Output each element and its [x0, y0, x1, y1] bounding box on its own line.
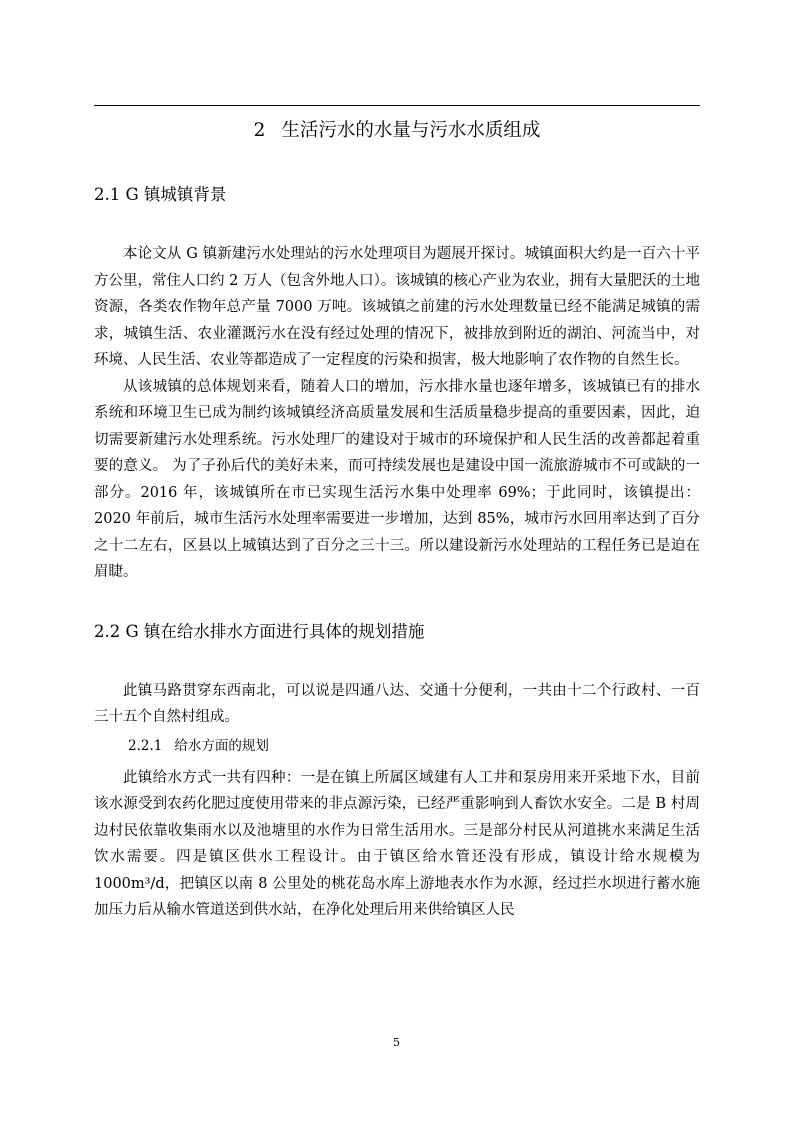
body-paragraph: 此镇马路贯穿东西南北，可以说是四通八达、交通十分便利，一共由十二个行政村、一百三十五个自然村组成。	[94, 682, 700, 725]
section-heading-2-2: 2.2 G 镇在给水排水方面进行具体的规划措施	[94, 621, 425, 641]
chapter-number: 2	[253, 120, 266, 141]
body-paragraph: 本论文从 G 镇新建污水处理站的污水处理项目为题展开探讨。城镇面积大约是一百六十平方公里，常住人口约 2 万人（包含外地人口）。该城镇的核心产业为农业，拥有大量肥沃的土地资源，各类农作物年总产量 7000 万吨。该城镇之前建的污水处理数量已经不能满足城镇的需求，城镇生活、农业灌溉污水在没有经过处理的情况下，被排放到附近的湖泊、河流当中，对环境、人民生活、农业等都造成了一定程度的污染和损害，极大地影响了农作物的自然生长。	[94, 246, 700, 368]
subsection-title: 给水方面的规划	[174, 737, 269, 754]
page-body	[94, 113, 700, 924]
body-paragraph: 此镇给水方式一共有四种：一是在镇上所属区域建有人工井和泵房用来开采地下水，目前该水源受到农药化肥过度使用带来的非点源污染，已经严重影响到人畜饮水安全。二是 B 村周边村民依靠收集雨水以及池塘里的水作为日常生活用水。三是部分村民从河道挑水来满足生活饮水需要。四是镇区供水工程设计。由于镇区给水管还没有形成，镇设计给水规模为 1000m³/d，把镇区以南 8 公里处的桃花岛水库上游地表水作为水源，经过拦水坝进行蓄水施加压力后从输水管道送到供水站，在净化处理后用来供给镇区人民	[94, 769, 700, 918]
chapter-title	[94, 113, 700, 149]
body-paragraph: 从该城镇的总体规划来看，随着人口的增加，污水排水量也逐年增多，该城镇已有的排水系统和环境卫生已成为制约该城镇经济高质量发展和生活质量稳步提高的重要因素，因此，迫切需要新建污水处理系统。污水处理厂的建设对于城市的环境保护和人民生活的改善都起着重要的意义。 为了子孙后代的美好未来，而可持续发展也是建设中国一流旅游城市不可或缺的一部分。2016 年，该城镇所在市已实现生活污水集中处理率 69%；于此同时，该镇提出：2020 年前后，城市生活污水处理率需要进一步增加，达到 85%，城市污水回用率达到了百分之十二左右，区县以上城镇达到了百分之三十三。所以建设新污水处理站的工程任务已是迫在眉睫。	[94, 378, 700, 580]
chapter-title-text: 生活污水的水量与污水水质组成	[281, 120, 541, 141]
page-number: 5	[393, 1036, 400, 1049]
header-rule	[94, 105, 700, 106]
subsection-heading-2-2-1	[94, 731, 700, 761]
subsection-number: 2.2.1	[128, 737, 163, 754]
section-heading-2-1: 2.1 G 镇城镇背景	[94, 185, 227, 204]
